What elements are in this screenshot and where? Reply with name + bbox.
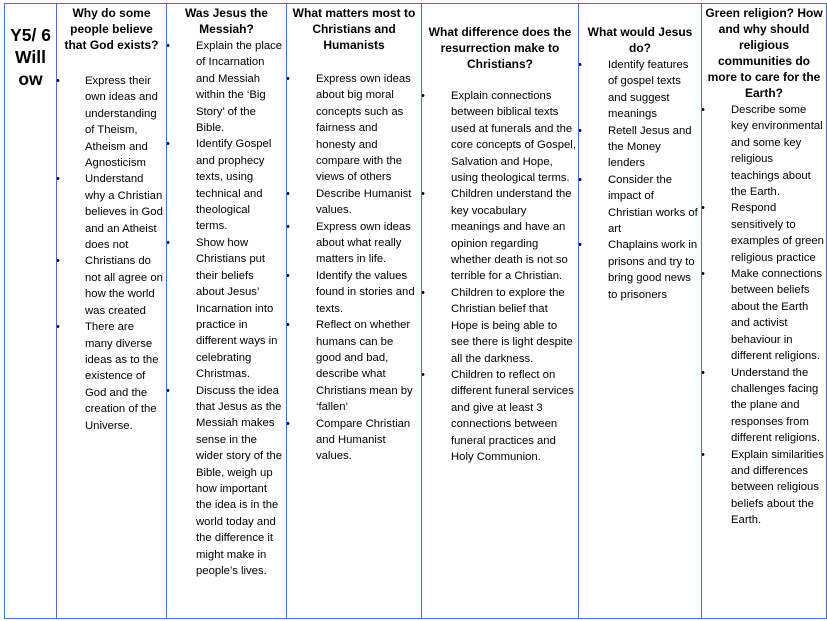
list-item: • Explain similarities and differences between religious beliefs about the Earth. (702, 447, 826, 529)
list-item: • Show how Christians put their beliefs about Jesus’ Incarnation into practice in different ways in celebrating Christmas. (167, 235, 286, 383)
curriculum-table (4, 3, 827, 619)
row-label: Y5/ 6 Will ow (10, 25, 51, 89)
list-item: • Identify features of gospel texts and suggest meanings (579, 57, 701, 123)
unit-heading: What difference does the resurrection make to Christians? (428, 25, 572, 71)
unit-column (167, 4, 287, 619)
unit-column (57, 4, 167, 619)
objectives-list (422, 88, 578, 465)
list-item: • Retell Jesus and the Money lenders (579, 123, 701, 172)
list-item: • Discuss the idea that Jesus as the Messiah makes sense in the wider story of the Bible, weigh up how important the idea is in the world today and the difference it might make in people’s lives. (167, 383, 286, 580)
list-item: • Identify the values found in stories and texts. (287, 268, 421, 317)
list-item: • Reflect on whether humans can be good and bad, describe what Christians mean by ‘fallen’ (287, 317, 421, 415)
list-item: • Identify Gospel and prophecy texts, using technical and theological terms. (167, 136, 286, 234)
unit-heading: What matters most to Christians and Humanists (292, 6, 416, 52)
unit-heading: What would Jesus do? (587, 25, 693, 55)
list-item: • Understand the challenges facing the plane and responses from different religions. (702, 365, 826, 447)
objectives-list (287, 71, 421, 465)
objectives-list (167, 38, 286, 579)
unit-heading: Green religion? How and why should religious communities do more to care for the Earth? (705, 6, 823, 100)
list-item: • Make connections between beliefs about the Earth and activist behaviour in different religions. (702, 266, 826, 364)
unit-column (287, 4, 422, 619)
objectives-list (702, 102, 826, 529)
list-item: • Describe Humanist values. (287, 186, 421, 219)
list-item: • Children to reflect on different funeral services and give at least 3 connections between funeral practices and Holy Communion. (422, 367, 578, 465)
list-item: • There are many diverse ideas as to the existence of God and the creation of the Universe. (57, 319, 166, 434)
list-item: • Explain the place of Incarnation and Messiah within the ‘Big Story’ of the Bible. (167, 38, 286, 136)
unit-column (702, 4, 827, 619)
objectives-list (579, 57, 701, 303)
list-item: • Respond sensitively to examples of green religious practice (702, 200, 826, 266)
list-item: • Express own ideas about what really matters in life. (287, 219, 421, 268)
row-label-cell (5, 4, 57, 619)
list-item: • Explain connections between biblical texts used at funerals and the core concepts of Gospel, Salvation and Hope, using theological terms. (422, 88, 578, 186)
list-item: • Children understand the key vocabulary meanings and have an opinion regarding whether death is not so terrible for a Christian. (422, 186, 578, 284)
list-item: • Express own ideas about big moral concepts such as fairness and honesty and compare with the views of others (287, 71, 421, 186)
table-row (5, 4, 827, 619)
list-item: • Chaplains work in prisons and try to bring good news to prisoners (579, 237, 701, 303)
unit-column (579, 4, 702, 619)
list-item: • Compare Christian and Humanist values. (287, 416, 421, 465)
list-item: • Understand why a Christian believes in God and an Atheist does not (57, 171, 166, 253)
unit-heading: Why do some people believe that God exists? (64, 6, 159, 52)
unit-column (422, 4, 579, 619)
list-item: • Children to explore the Christian belief that Hope is being able to see there is light despite all the darkness. (422, 285, 578, 367)
objectives-list (57, 73, 166, 434)
unit-heading: Was Jesus the Messiah? (185, 6, 268, 36)
list-item: • Consider the impact of Christian works of art (579, 172, 701, 238)
list-item: • Christians do not all agree on how the world was created (57, 253, 166, 319)
list-item: • Describe some key environmental and some key religious teachings about the Earth. (702, 102, 826, 200)
list-item: • Express their own ideas and understanding of Theism, Atheism and Agnosticism (57, 73, 166, 171)
